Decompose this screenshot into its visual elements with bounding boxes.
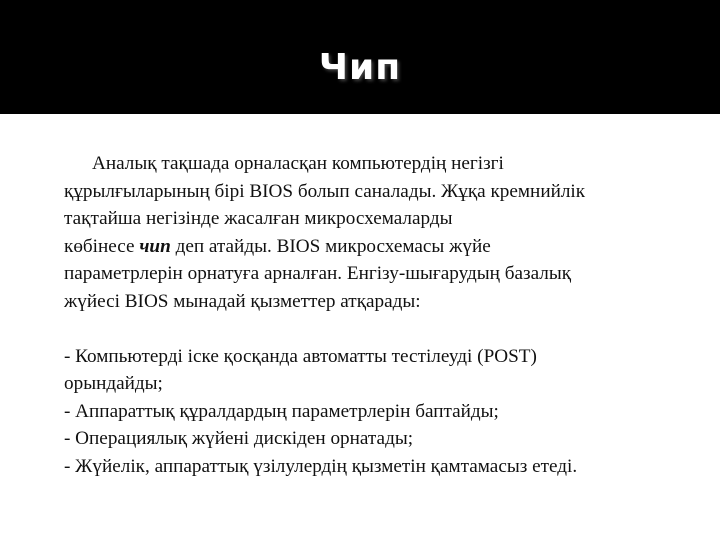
list-item-post [64,343,704,398]
list-item-os [64,425,704,453]
list-item-text: - Компьютерді іске қосқанда автоматты тестілеуді (POST) [64,345,537,367]
intro-line-1: Аналық тақшада орналасқан компьютердің негізгі [92,153,504,174]
intro-line-6: жүйесі BIOS мынадай қызметтер атқарады: [64,290,421,312]
list-item-continuation: орындайды; [64,373,163,394]
list-item-hardware [64,398,704,426]
title-bar [0,0,720,114]
intro-line-3: тақтайша негізінде жасалған микросхемаларды [64,208,453,229]
intro-paragraph [64,150,704,315]
list-item-interrupts [64,453,704,481]
intro-line-4-start: көбінесе [64,235,135,257]
list-item-text: - Жүйелік, аппараттық үзілулердің қызметін қамтамасыз етеді. [64,455,578,477]
chip-term: чип [139,235,171,257]
list-item-text: - Операциялық жүйені дискіден орнатады; [64,428,414,449]
slide-body [64,150,704,480]
slide-title: Чип [318,47,402,88]
paragraph-gap [64,315,704,343]
intro-line-5: параметрлерін орнатуға арналған. Енгізу-шығарудың базалық [64,263,572,284]
intro-line-2: құрылғыларының бірі BIOS болып саналады. Жұқа кремнийлік [64,180,586,202]
intro-line-4-end: деп атайды. BIOS микросхемасы жүйе [175,235,491,257]
list-item-text: - Аппараттық құралдардың параметрлерін баптайды; [64,400,499,422]
title-divider [0,114,720,120]
